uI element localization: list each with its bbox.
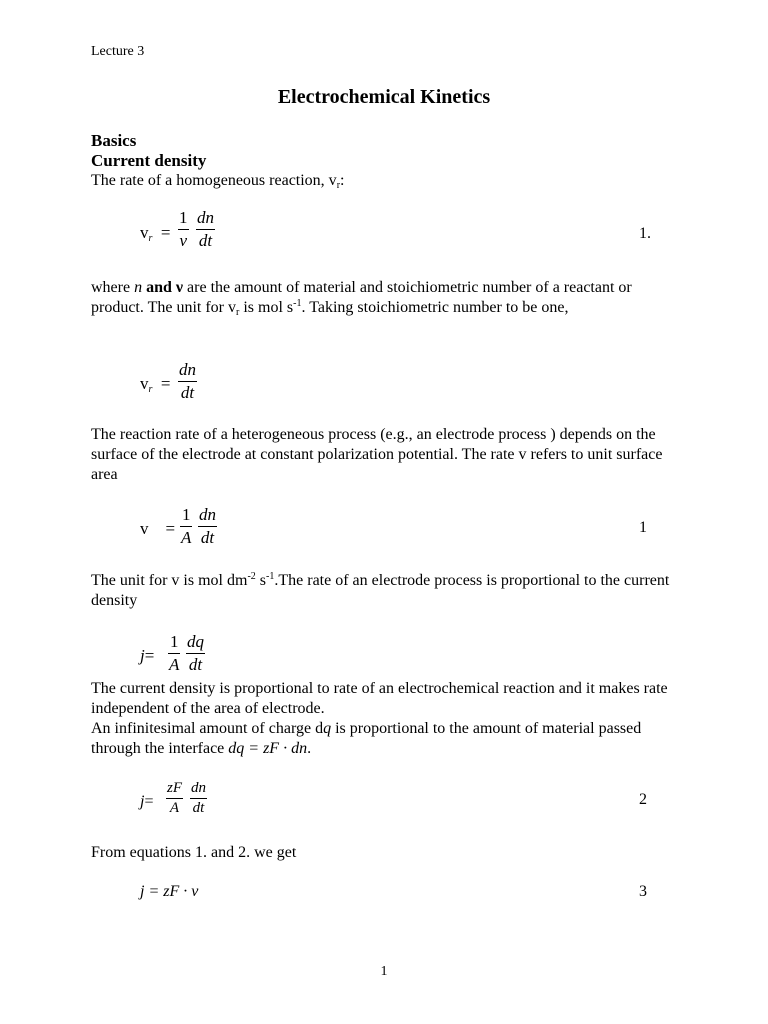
paragraph-heterogeneous: The reaction rate of a heterogeneous process (e.g., an electrode process ) depends on the surface of the electrode at constant polarization potential. The rate v refers to unit surface area	[91, 426, 663, 483]
document-title: Electrochemical Kinetics	[277, 86, 491, 108]
equation-3	[140, 883, 680, 907]
paragraph-text: :	[340, 172, 345, 189]
equation-lhs: j=	[140, 646, 155, 665]
paragraph-text: The rate of a homogeneous reaction, v	[91, 172, 337, 189]
paragraph-charge: An infinitesimal amount of charge dq is proportional to the amount of material passed through the interface dq = zF · dn.	[91, 720, 642, 757]
equation-lhs: $v_r$ =	[140, 223, 171, 244]
equation-fraction: $\frac{dn}{dt}$	[197, 208, 214, 250]
equation-surface-rate	[140, 505, 680, 555]
paragraph-homogeneous-rate	[91, 171, 681, 191]
equation-fraction: $\frac{dq}{dt}$	[187, 632, 204, 674]
paragraph-proportional: The current density is proportional to rate of an electrochemical reaction and it makes rate independent of the area of electrode.	[91, 680, 668, 717]
subscript: r	[336, 180, 341, 191]
paragraph-combine: From equations 1. and 2. we get	[91, 844, 297, 861]
equation-fraction: $\frac{dn}{dt}$	[199, 505, 216, 547]
equation-2	[140, 780, 680, 824]
paragraph-unit-v: The unit for v is mol $dm^{-2}$ $s^{-1}.The$ rate of an electrode process is proportional to the current density	[91, 571, 670, 609]
equation-fraction: $\frac{1}{A}$	[169, 632, 180, 674]
equation-fraction: $\frac{1}{\nu}$	[179, 208, 188, 250]
equation-rate-simplified	[140, 360, 340, 410]
paragraph-definitions: where n and ν are the amount of material and stoichiometric number of a reactant or product. The unit for $v_r$ is mol $s^{-1}$. Taking stoichiometric number to be one,	[91, 279, 632, 318]
page-number: 1	[380, 964, 388, 979]
heading-basics: Basics	[91, 131, 137, 150]
equation-lhs: $v_r$ =	[140, 374, 171, 395]
heading-current-density: Current density	[91, 151, 207, 170]
page-header: Lecture 3	[91, 44, 145, 59]
equation-fraction: $\frac{dn}{dt}$	[191, 780, 206, 816]
equation-number: 1	[639, 519, 647, 536]
equation-fraction: $\frac{dn}{dt}$	[179, 360, 196, 402]
equation-fraction: $\frac{1}{A}$	[181, 505, 192, 547]
equation-number: 2	[639, 791, 647, 808]
equation-text: j = zF · v	[140, 883, 199, 900]
equation-lhs: j=	[140, 793, 154, 810]
equation-current-density	[140, 632, 340, 682]
equation-lhs: v =	[140, 519, 176, 538]
equation-number: 3	[639, 883, 647, 900]
equation-1	[140, 208, 680, 258]
equation-number: 1.	[639, 225, 651, 242]
equation-fraction: $\frac{zF}{A}$	[167, 780, 182, 816]
